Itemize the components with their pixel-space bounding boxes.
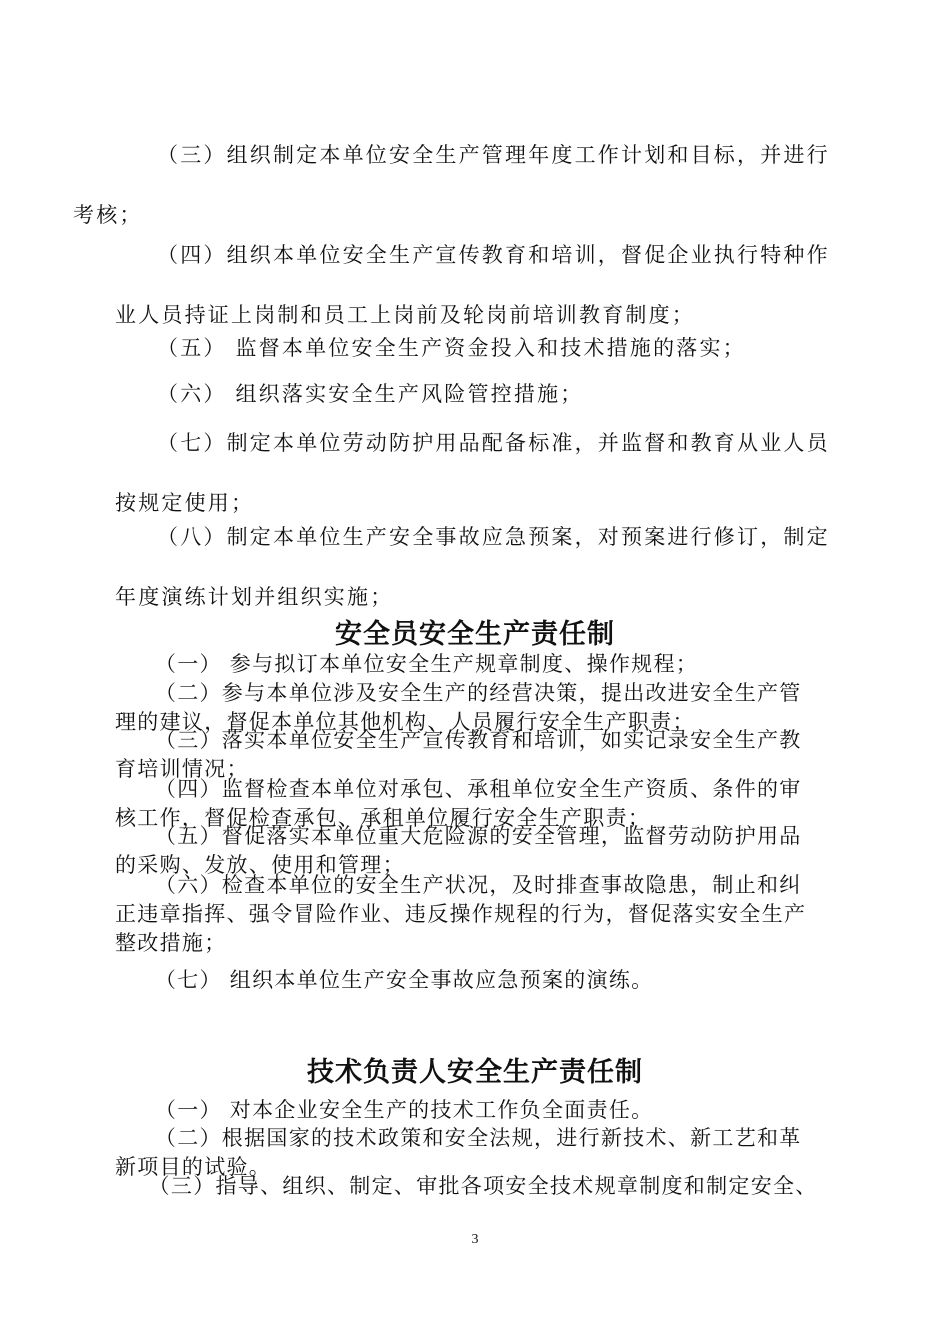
- line: 考核；: [73, 203, 143, 227]
- line: （五）督促落实本单位重大危险源的安全管理，监督劳动防护用品: [154, 824, 802, 848]
- line: 育培训情况；: [115, 757, 249, 781]
- line: （七）制定本单位劳动防护用品配备标准，并监督和教育从业人员: [157, 431, 830, 455]
- paragraph-item-1: [115, 650, 837, 679]
- line: 的采购、发放、使用和管理；: [115, 853, 405, 877]
- paragraph-item-7: [115, 966, 837, 995]
- line: （三）组织制定本单位安全生产管理年度工作计划和目标，并进行: [157, 143, 830, 167]
- line: 整改措施；: [115, 931, 227, 955]
- line: （八）制定本单位生产安全事故应急预案，对预案进行修订，制定: [157, 525, 830, 549]
- line: 业人员持证上岗制和员工上岗前及轮岗前培训教育制度；: [115, 303, 695, 327]
- line: （六） 组织落实安全生产风险管控措施；: [157, 382, 584, 406]
- paragraph-item-3: [115, 1172, 837, 1201]
- line: （二）参与本单位涉及安全生产的经营决策，提出改进安全生产管: [154, 681, 802, 705]
- line: （三）落实本单位安全生产宣传教育和培训，如实记录安全生产教: [154, 728, 802, 752]
- line: （七） 组织本单位生产安全事故应急预案的演练。: [154, 968, 654, 992]
- line: （四）组织本单位安全生产宣传教育和培训，督促企业执行特种作: [157, 243, 830, 267]
- line: 按规定使用；: [115, 491, 255, 515]
- line: （二）根据国家的技术政策和安全法规，进行新技术、新工艺和革: [154, 1126, 802, 1150]
- line: （三）指导、组织、制定、审批各项安全技术规章制度和制定安全、: [148, 1174, 818, 1198]
- line: 年度演练计划并组织实施；: [115, 585, 394, 609]
- section-title-safety-officer: 安全员安全生产责任制: [335, 619, 615, 650]
- line: （一） 参与拟订本单位安全生产规章制度、操作规程；: [154, 652, 699, 676]
- line: 正违章指挥、强令冒险作业、违反操作规程的行为，督促落实安全生产: [115, 902, 807, 926]
- paragraph-item-1: [115, 1096, 837, 1125]
- page-number: 3: [471, 1232, 479, 1247]
- paragraph-item-6: [115, 871, 837, 958]
- line: （四）监督检查本单位对承包、承租单位安全生产资质、条件的审: [154, 777, 802, 801]
- section-title-technical-lead: 技术负责人安全生产责任制: [307, 1057, 643, 1088]
- line: 核工作，督促检查承包、承租单位履行安全生产职责；: [115, 806, 651, 830]
- line: 理的建议，督促本单位其他机构、人员履行安全生产职责；: [115, 710, 695, 734]
- line: （五） 监督本单位安全生产资金投入和技术措施的落实；: [157, 336, 746, 360]
- line: 新项目的试验。: [115, 1155, 272, 1179]
- paragraph-item-8: [115, 507, 837, 627]
- line: （六）检查本单位的安全生产状况，及时排查事故隐患，制止和纠: [154, 873, 802, 897]
- line: （一） 对本企业安全生产的技术工作负全面责任。: [154, 1098, 654, 1122]
